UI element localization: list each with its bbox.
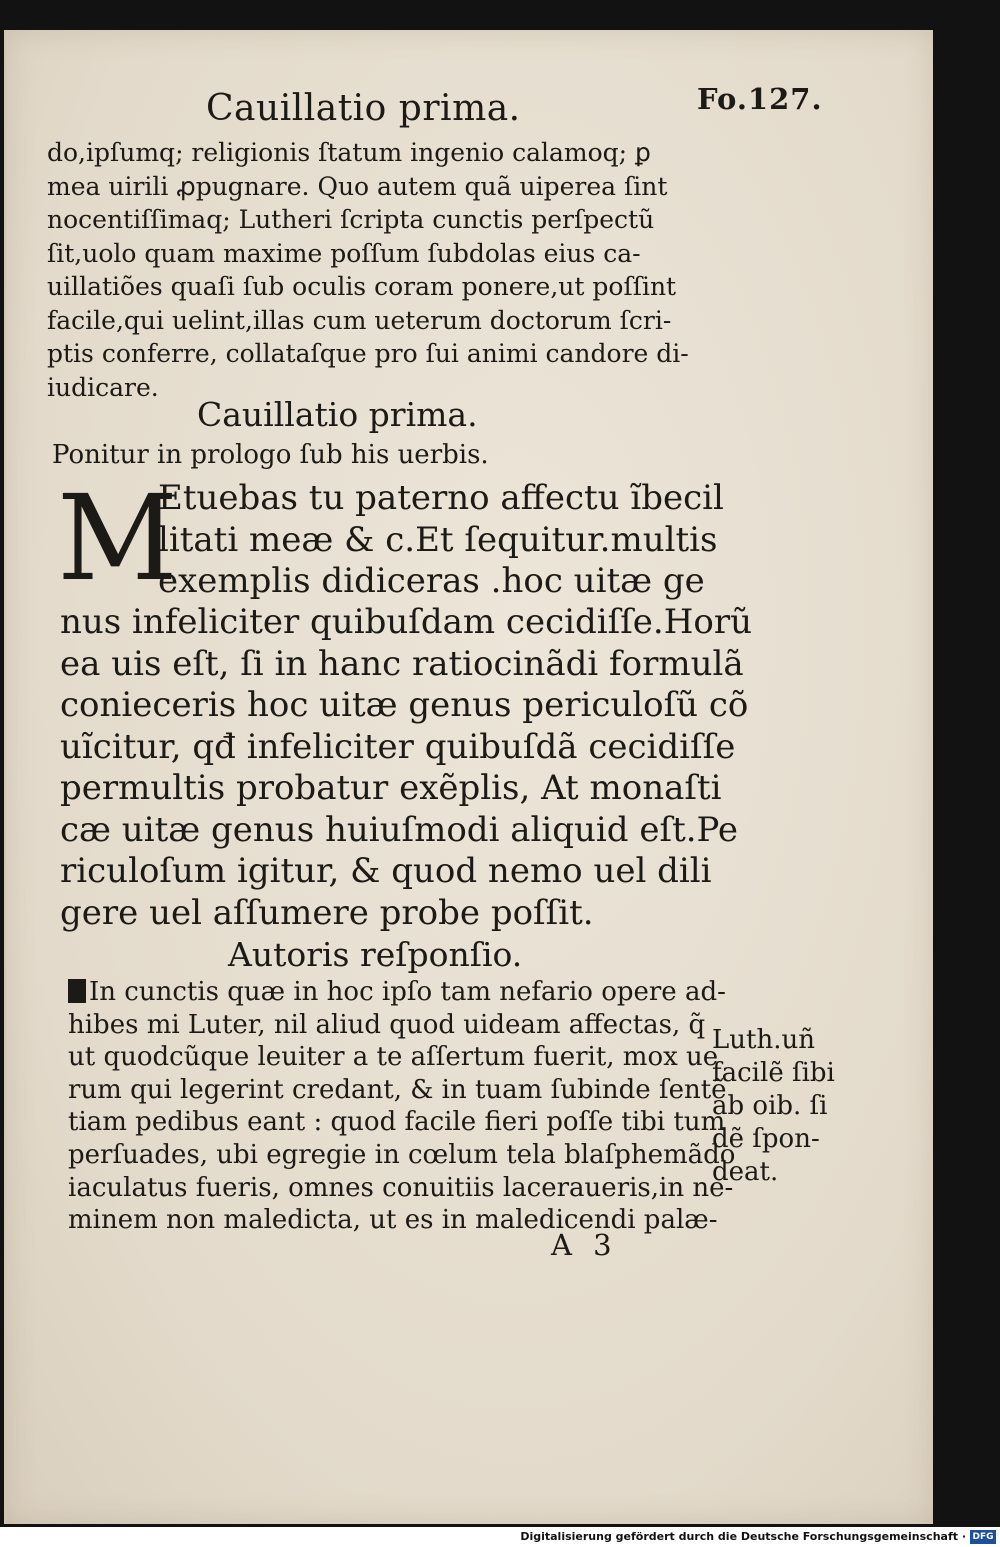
section-subheading: Ponitur in prologo ſub his uerbis.: [52, 440, 489, 470]
drop-capital: M: [57, 469, 178, 607]
text-line: Etuebas tu paterno affectu ĩbecil: [158, 478, 724, 518]
text-line: litati meæ & c.Et ſequitur.multis: [158, 519, 718, 560]
text-line: minem non maledicta, ut es in maledicendi palæ-: [68, 1205, 718, 1236]
text-line: rum qui legerint credant, & in tuam ſubinde ſentẽ: [68, 1074, 727, 1105]
note-line: dẽ ſpon-: [712, 1124, 820, 1154]
text-line: tiam pedibus eant : quod facile fieri poſſe tibi tum: [68, 1107, 726, 1138]
text-line: riculoſum igitur, & quod nemo uel dili: [60, 851, 712, 891]
note-line: ab oib. ſi: [712, 1091, 828, 1121]
text-line: ptis conferre, collataſque pro ſui animi candore di-: [47, 339, 689, 368]
text-line: uillatiões quaſi ſub oculis coram ponere,ut poſſint: [47, 272, 677, 301]
note-line: facilẽ ſibi: [712, 1058, 835, 1088]
text-line: exemplis didiceras .hoc uitæ ge: [158, 561, 705, 601]
text-line: [68, 976, 735, 1009]
pilcrow-icon: [68, 979, 86, 1003]
folio-number: Fo.127.: [697, 82, 823, 116]
signature-mark: A 3: [551, 1228, 618, 1262]
response-paragraph: [68, 976, 735, 1237]
running-head: Cauillatio prima.: [206, 88, 521, 129]
text-line-content: In cunctis quæ in hoc ipſo tam nefario opere ad-: [89, 977, 726, 1007]
dropcap-paragraph: [158, 478, 724, 603]
text-line: ea uis eſt, ſi in hanc ratiocinãdi formulã: [60, 643, 744, 684]
note-line: Luth.uñ: [712, 1025, 815, 1055]
text-line: ſit,uolo quam maxime poſſum ſubdolas eius ca-: [47, 238, 641, 268]
marginal-note: [712, 1024, 835, 1189]
text-line: do,ipſumq; religionis ſtatum ingenio calamoq; ꝑ: [47, 138, 651, 167]
text-line: hibes mi Luter, nil aliud quod uideam affectas, q̃: [68, 1009, 706, 1040]
text-line: mea uirili ꝓpugnare. Quo autem quã uiperea ſint: [47, 171, 668, 201]
text-line: cæ uitæ genus huiuſmodi aliquid eſt.Pe: [60, 809, 739, 850]
text-line: uĩcitur, qđ infeliciter quibuſdã cecidiſſe: [60, 726, 736, 767]
funding-notice: Digitalisierung gefördert durch die Deutsche Forschungsgemeinschaft ·: [520, 1530, 966, 1543]
text-line: iaculatus fueris, omnes conuitiis laceraueris,in ne-: [68, 1172, 734, 1203]
text-line: conieceris hoc uitæ genus periculoſũ cõ: [60, 685, 749, 725]
dfg-logo[interactable]: DFG: [970, 1530, 996, 1544]
section-heading-cauillatio: Cauillatio prima.: [197, 395, 478, 434]
quotation-paragraph: [60, 602, 752, 934]
section-heading-responsio: Autoris reſponſio.: [228, 935, 523, 974]
text-line: iudicare.: [47, 372, 159, 402]
text-line: ut quodcũque leuiter a te aſſertum fuerit, mox ue: [68, 1042, 719, 1073]
footer-bar: [0, 1527, 1000, 1547]
text-line: perſuades, ubi egregie in cœlum tela blaſphemãdo: [68, 1139, 736, 1170]
text-line: gere uel aſſumere probe poſſit.: [60, 892, 594, 933]
note-line: deat.: [712, 1157, 779, 1187]
text-line: permultis probatur exẽplis, At monaſti: [60, 768, 722, 808]
text-line: facile,qui uelint,illas cum ueterum doctorum ſcri-: [47, 305, 672, 335]
text-line: nocentiſſimaq; Lutheri ſcripta cunctis perſpectũ: [47, 205, 655, 234]
intro-paragraph: [47, 136, 689, 404]
text-line: nus infeliciter quibuſdam cecidiſſe.Horũ: [60, 602, 752, 642]
